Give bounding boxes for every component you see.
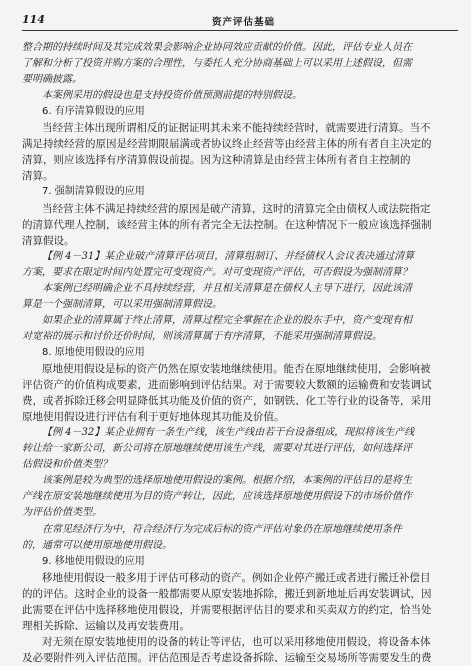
text-line: 对无须在原安装地使用的设备的转让等评估，也可以采用移地使用假设，将设备本体 xyxy=(42,635,431,648)
text-line: 移地使用假设一般多用于评估可移动的资产。例如企业停产搬迁或者进行搬迁补偿目 xyxy=(42,571,431,584)
text-line: 该案例是较为典型的选择原地使用假设的案例。根据介绍，本案例的评估目的是将生 xyxy=(42,475,412,487)
text-line: 在常见经济行为中，符合经济行为完成后标的资产评估对象仍在原地继续使用条件 xyxy=(42,523,402,535)
text-line: 为评估价值类型。 xyxy=(22,507,102,519)
text-line: 费，或者拆除迁移会明显降低其功能及价值的资产，如钢铁、化工等行业的设备等，采用 xyxy=(22,395,432,408)
text-line: 要明确披露。 xyxy=(22,74,82,86)
text-line: 方案，要求在限定时间内处置完可变现资产。对可变现资产评估，可否假设为强制清算？ xyxy=(22,266,412,278)
text-line: 对宽裕的展示和讨价还价时间，则该清算属于有序清算，不能采用强制清算假设。 xyxy=(22,330,382,342)
text-line: 了解和分析了投资并购方案的合理性，与委托人充分协商基础上可以采用上述假设，但需 xyxy=(22,58,412,70)
text-line: 产线在原安装地继续使用为目的资产转让，因此，应该选择原地使用假设下的市场价值作 xyxy=(22,491,412,503)
text-line: 清算。 xyxy=(22,170,54,183)
text-line: 的的评估。这时企业的设备一般都需要从原安装地拆除，搬迁到新地址后再安装调试，因 xyxy=(22,587,432,600)
text-line: 估假设和价值类型？ xyxy=(22,459,112,471)
section-heading: 9. 移地使用假设的应用 xyxy=(42,555,145,567)
text-line: 【例 4－31】某企业破产清算评估项目，清算组制订、并经债权人会议表决通过清算 xyxy=(42,250,415,262)
text-line: 理相关拆除、运输以及再安装费用。 xyxy=(22,619,190,632)
text-line: 清算假设。 xyxy=(22,234,75,247)
page-number: 114 xyxy=(22,13,45,26)
section-heading: 8. 原地使用假设的应用 xyxy=(42,346,145,358)
section-heading: 6. 有序清算假设的应用 xyxy=(42,106,145,118)
text-line: 评估资产的价值构成要素，进而影响到评估结果。对于需要较大数额的运输费和安装调试 xyxy=(22,379,432,392)
text-line: 满足持续经营的原因是经营期限届满或者协议终止经营等由经营主体的所有者自主决定的 xyxy=(22,138,432,151)
text-line: 本案例已经明确企业不具持续经营，并且相关清算是在债权人主导下进行，因此该清 xyxy=(42,282,412,294)
text-line: 如果企业的清算属于终止清算，清算过程完全掌握在企业的股东手中，资产变现有相 xyxy=(42,314,412,326)
text-line: 原地使用假设是标的资产仍然在原安装地继续使用。能否在原地继续使用，会影响被 xyxy=(42,363,431,375)
text-line: 转让给一家新公司，新公司将在原地继续使用该生产线，需要对其进行评估，如何选择评 xyxy=(22,443,412,455)
text-line: 当经营主体出现所谓相反的证据证明其未来不能持续经营时，就需要进行清算。当不 xyxy=(42,122,431,135)
section-heading: 7. 强制清算假设的应用 xyxy=(42,186,145,198)
text-line: 及必要附件列入评估范围。评估范围是否考虑设备拆除、运输至交易场所等需要发生的费 xyxy=(22,651,432,664)
text-line: 【例 4－32】某企业拥有一条生产线，该生产线由若干台设备组成，现拟将该生产线 xyxy=(42,427,415,439)
text-line: 此需要在评估中选择移地使用假设，并需要根据评估目的要求和买卖双方的约定，恰当处 xyxy=(22,603,432,616)
text-line: 本案例采用的假设也是支持投资价值预测前提的特别假设。 xyxy=(42,90,302,102)
running-title: 资产评估基础 xyxy=(212,17,276,28)
text-line: 的清算代理人控制，该经营主体的所有者完全无法控制。在这种情况下一般应该选择强制 xyxy=(22,218,432,231)
text-line: 当经营主体不满足持续经营的原因是破产清算，这时的清算完全由债权人或法院指定 xyxy=(42,202,431,215)
text-line: 清算，则应该选择有序清算假设前提。因为这种清算是由经营主体所有者自主控制的 xyxy=(22,154,411,167)
text-line: 的，通常可以使用原地使用假设。 xyxy=(22,539,172,551)
text-line: 整合期的持续时间及其完成效果会影响企业协同效应贡献的价值。因此，评估专业人员在 xyxy=(22,42,412,53)
text-line: 算是一个强制清算，可以采用强制清算假设。 xyxy=(22,298,222,310)
text-line: 原地使用假设进行评估有利于更好地体现其功能及价值。 xyxy=(22,411,285,424)
page-header xyxy=(22,12,458,31)
